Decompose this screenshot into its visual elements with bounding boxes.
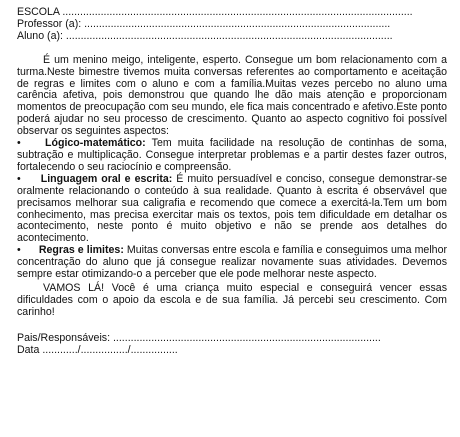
bullet-text: É muito persuadível e conciso, consegue demonstrar-se oralmente relacionando o conteúdo à sua realidade. Quanto à escrita é observável que precisamos melhorar sua caligrafia e recomendo que comece a exercitá-la.Tem um bom conhecimento, mas precisa exercitar mais os textos, pois tem dificuldade em detalhar os acontecimento, neste ponto é muito objetivo e não se prende aos detalhes do acontecimento. xyxy=(17,172,448,245)
bullet-list xyxy=(17,138,447,281)
header-fields xyxy=(17,7,447,43)
bullet-item-logico xyxy=(17,138,447,174)
bullet-item-linguagem xyxy=(17,174,447,245)
teacher-field: Professor (a): ........................................................................................................ xyxy=(17,18,391,30)
guardians-field: Pais/Responsáveis: ........................................................................................... xyxy=(17,332,381,344)
bullet-text: Muitas conversas entre escola e família e conseguimos uma melhor concentração do aluno que já consegue realizar novamente suas atividades. Devemos sempre estar otimizando-o a perceber que ele pode melhorar neste aspecto. xyxy=(17,244,447,281)
bullet-icon: • xyxy=(17,172,21,185)
bullet-text: Tem muita facilidade na resolução de continhas de soma, subtração e multiplicação. Consegue interpretar problemas e a partir destes fazer outros, fortalecendo o seu raciocínio e compreensão. xyxy=(17,137,447,173)
student-field: Aluno (a): ............................................................................................................... xyxy=(17,30,393,42)
bullet-heading: Regras e limites: xyxy=(38,244,124,257)
intro-paragraph: É um menino meigo, inteligente, esperto. Consegue um bom relacionamento com a turma.Neste bimestre tivemos muita conversas referentes ao comportamento e aceitação de regras e limites com o aluno e com a família.Muitas vezes percebo no aluno uma carência afetiva, pois demonstrou que quando lhe dão mais atenção e proporcionam momentos de preocupação com seu mundo, ele fica mais concentrado e afetivo.Este ponto poderá ajudar no seu processo de crescimento. Quanto ao aspecto cognitivo foi possível observar os seguintes aspectos: xyxy=(17,53,447,138)
school-field: ESCOLA ....................................................................................................................... xyxy=(17,7,413,18)
bullet-icon: • xyxy=(17,137,21,150)
bullet-heading: Lógico-matemático: xyxy=(45,137,146,150)
date-field: Data ............/................/................ xyxy=(17,344,178,356)
bullet-heading: Linguagem oral e escrita: xyxy=(40,172,173,185)
closing-paragraph: VAMOS LÁ! Você é uma criança muito especial e conseguirá vencer essas dificuldades com o apoio da escola e de sua família. Já percebi seu crescimento. Com carinho! xyxy=(17,281,447,318)
footer-fields xyxy=(17,333,447,357)
bullet-icon: • xyxy=(17,244,21,257)
bullet-item-regras xyxy=(17,245,447,281)
